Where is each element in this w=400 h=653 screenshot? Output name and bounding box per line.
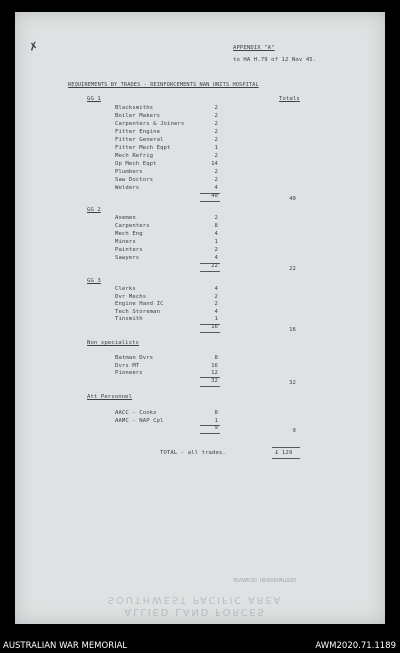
trade-name: Miners [115,239,136,245]
trade-count: 1 [214,316,218,323]
trade-count: 2 [214,105,218,111]
trade-name: Painters [115,247,143,253]
trade-count: 2 [214,129,218,135]
trade-count: 2 [214,247,218,253]
trade-name: Fitter Engine [115,129,161,135]
grand-total-rule-bottom [272,458,300,459]
trade-name: AAMC - NAP Cpl [115,417,164,424]
trade-count: 1 [214,239,218,245]
group-label: GG 2 [87,207,101,213]
trade-name: Fitter Mech Eqpt [115,145,171,151]
trade-count: 4 [214,231,218,237]
trade-count: 4 [214,185,218,191]
trade-count: 14 [211,161,218,167]
trade-count: 2 [214,301,218,308]
bleed-through-stamp: ADVANCED HEADQUARTERS [233,576,297,582]
footer-bar [0,640,400,653]
trade-count: 2 [214,177,218,183]
group-total: 16 [289,326,296,333]
trade-count: 2 [214,153,218,159]
document-title: REQUIREMENTS BY TRADES - REINFORCEMENTS NAN UNITS HOSPITAL [68,82,259,88]
totals-heading: Totals [279,96,300,102]
bleed-through-line-1: ALLIED LAND FORCES [124,606,266,617]
trade-count: 1 [214,417,218,424]
trade-count: 2 [214,121,218,127]
group-total: 22 [289,265,296,272]
trade-name: Pioneers [115,370,143,377]
group-subtotal: 22 [211,263,218,269]
trade-name: Tinsmith [115,316,143,323]
trade-count: 4 [214,308,218,315]
grand-total-value: £ 129 [275,450,293,456]
trade-count: 1 [214,145,218,151]
trade-name: Saw Doctors [115,177,154,183]
appendix-label: APPENDIX "A" [233,45,275,51]
subtotal-rule-bottom [200,433,220,434]
group-subtotal: 40 [211,193,218,199]
trade-count: 8 [214,410,218,416]
trade-name: Dvr Mechs [115,293,147,300]
trade-name: Mech Refrig [115,153,154,159]
trade-count: 4 [214,255,218,261]
group-label: Att Personnel [87,394,133,400]
trade-name: Engine Hand IC [115,301,164,308]
trade-count: 2 [214,293,218,300]
trade-name: Welders [115,185,140,191]
subtotal-rule-bottom [200,386,220,387]
trade-count: 2 [214,113,218,119]
trade-name: Clerks [115,286,136,292]
group-label: GG 3 [87,278,101,284]
group-subtotal: 9 [214,425,218,432]
subtotal-rule-bottom [200,201,220,202]
trade-name: Op Mech Eqpt [115,161,157,167]
trade-count: 8 [214,223,218,229]
trade-name: Batman Dvrs [115,355,154,361]
trade-name: Carpenters & Joiners [115,121,185,127]
trade-count: 16 [211,362,218,369]
bleed-through-line-2: SOUTHWEST PACIFIC AREA [107,594,283,605]
trade-count: 2 [214,169,218,175]
group-label: GG 1 [87,96,101,102]
footer-source: AUSTRALIAN WAR MEMORIAL [3,641,128,651]
group-label: Non specialists [87,340,140,346]
subtotal-rule-bottom [200,332,220,333]
group-subtotal: 32 [211,377,218,384]
trade-name: Plumbers [115,169,143,175]
trade-name: Carpenters [115,223,150,229]
trade-count: 2 [214,215,218,221]
subtotal-rule-bottom [200,271,220,272]
trade-name: Dvrs MT [115,362,140,369]
group-total: 32 [289,380,296,387]
grand-total-label: TOTAL - all trades. [160,450,226,456]
trade-count: 4 [214,286,218,292]
trade-name: AACC - Cooks [115,410,157,416]
trade-name: Mech Eng [115,231,143,237]
grand-total-rule-top [272,447,300,448]
group-subtotal: 16 [211,324,218,330]
trade-count: 2 [214,137,218,143]
trade-name: Tech Storeman [115,308,161,315]
group-total: 40 [289,195,296,202]
trade-name: Axemen [115,215,136,221]
trade-name: Fitter General [115,137,164,143]
handwritten-mark: ✗ [27,39,40,54]
trade-name: Blacksmiths [115,105,154,111]
reference-line: to HA H.79 of 12 Nov 45. [233,57,317,63]
trade-count: 8 [214,355,218,361]
trade-count: 12 [211,370,218,377]
group-total: 9 [292,427,296,434]
footer-accession: AWM2020.71.1189 [315,641,396,651]
trade-name: Sawyers [115,255,140,261]
trade-name: Boiler Makers [115,113,161,119]
